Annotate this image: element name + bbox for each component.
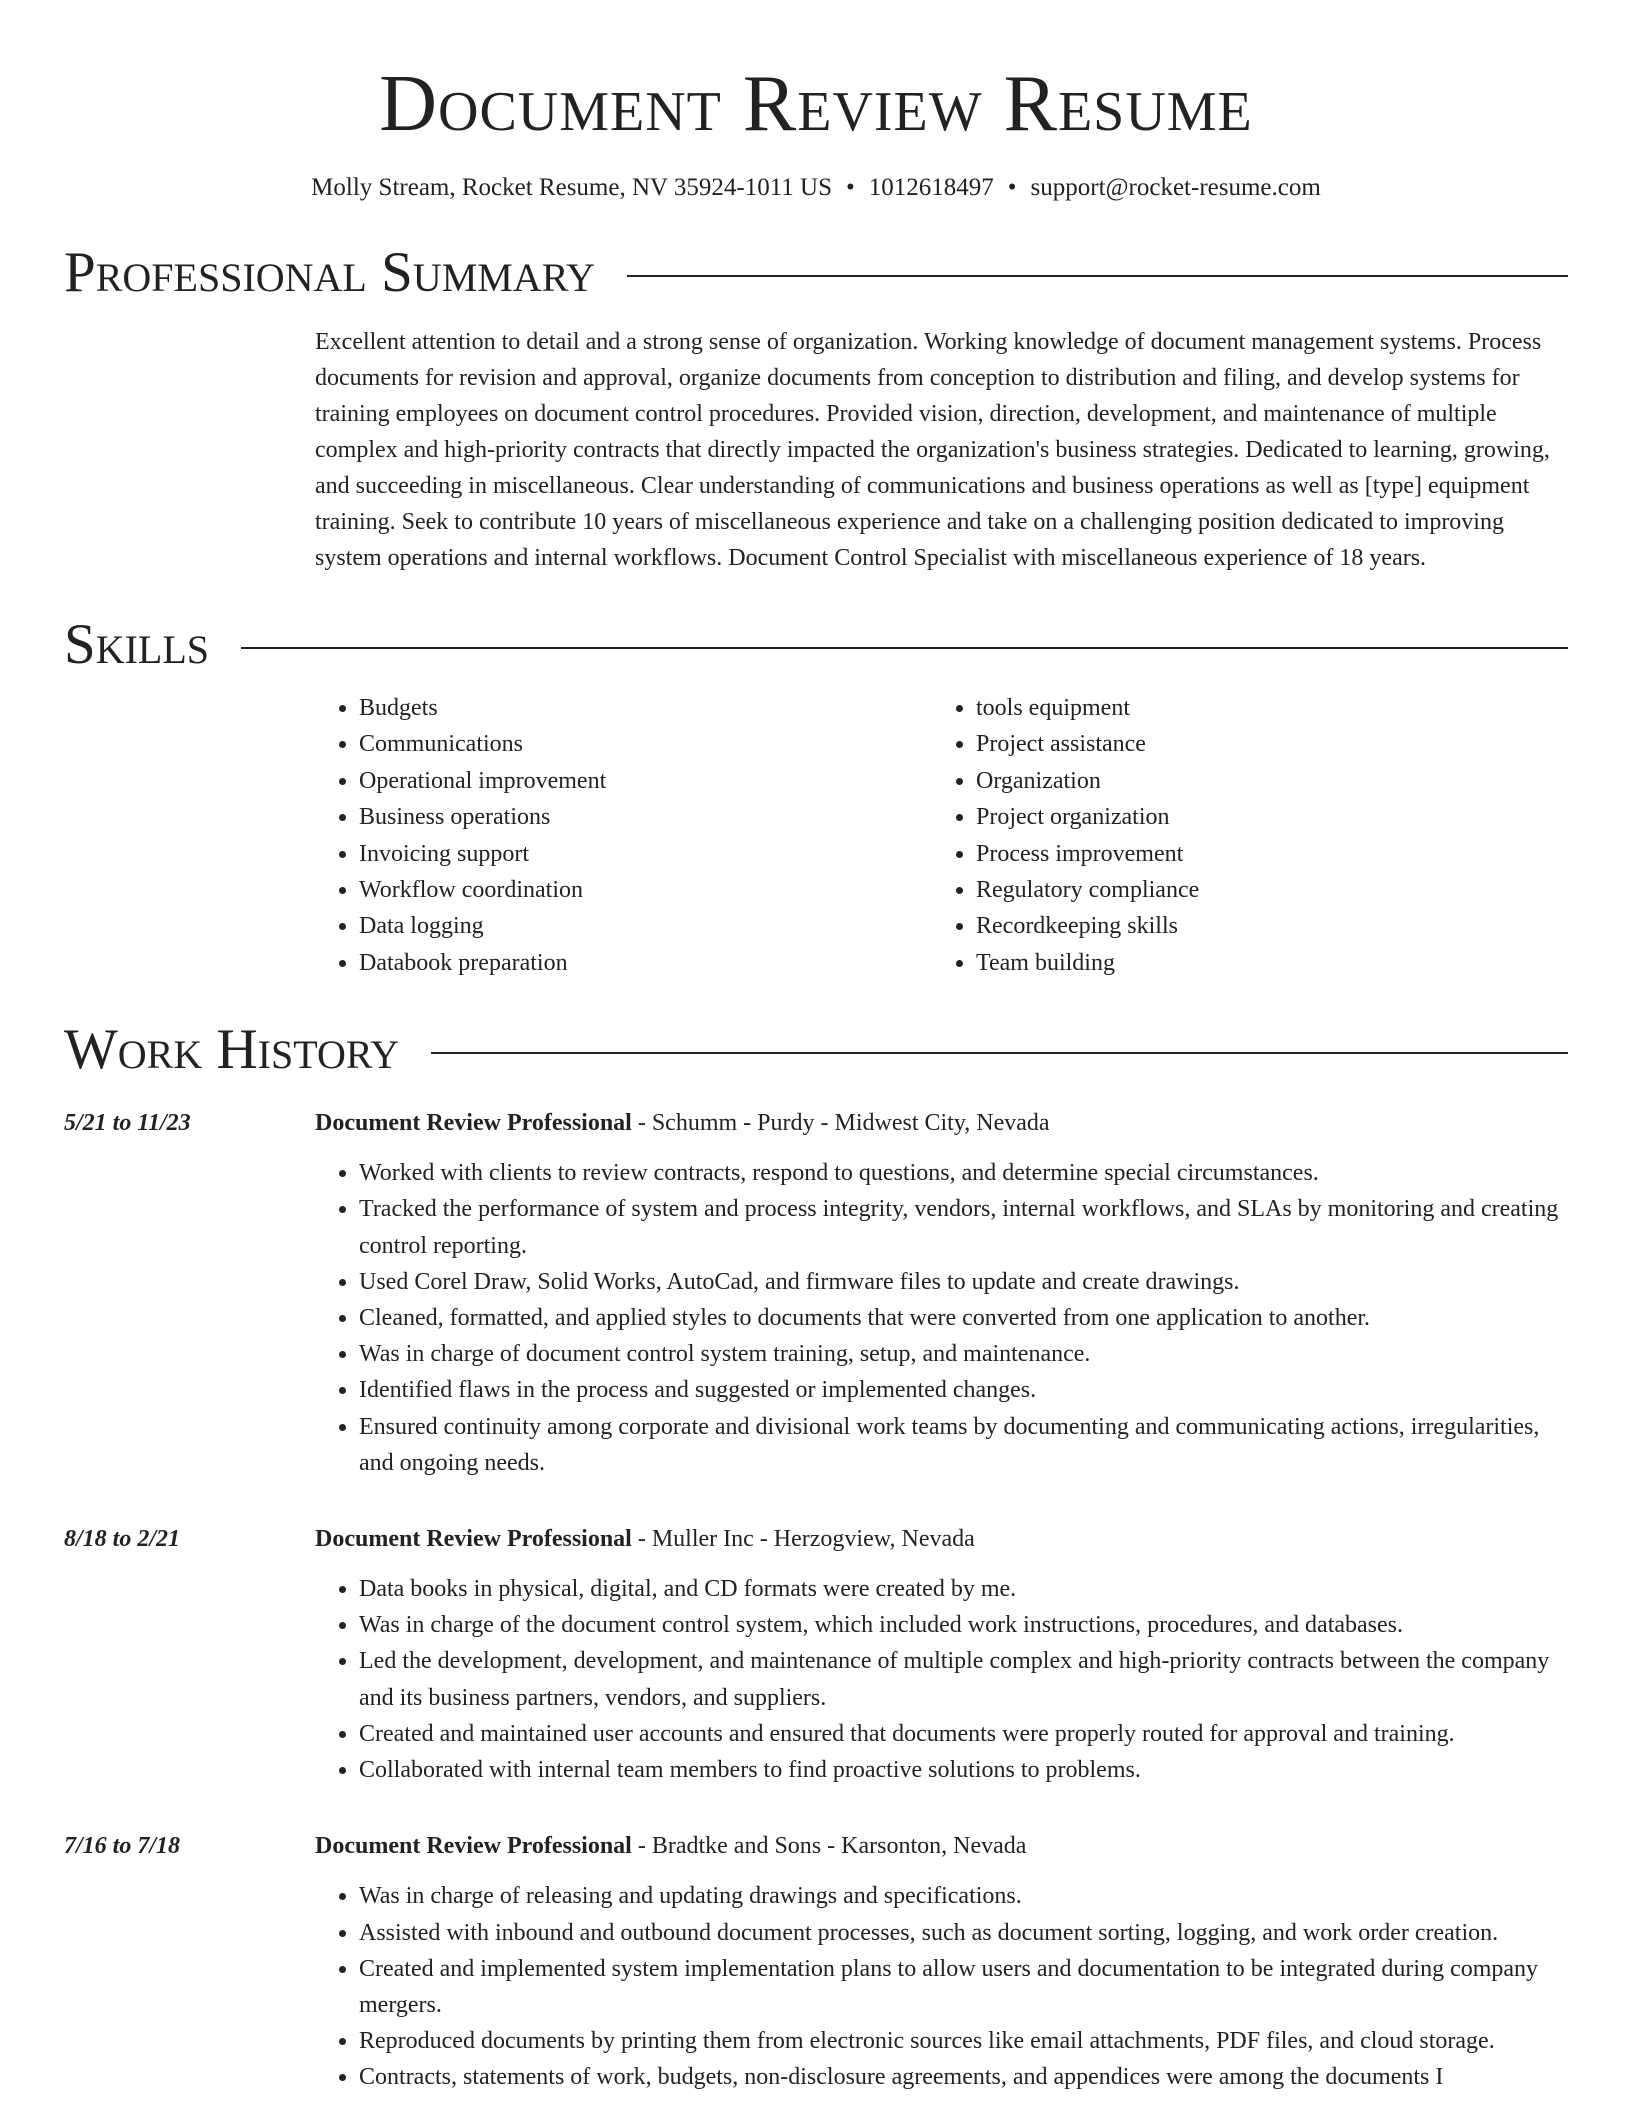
- skills-list: [315, 690, 1568, 981]
- job-title: Document Review Professional: [315, 1110, 632, 1137]
- job-bullet: • Contracts, statements of work, budgets, non-disclosure agreements, and appendices were among the documents I: [359, 2059, 1568, 2095]
- job-bullets: [315, 1155, 1568, 1481]
- work-section-header: [64, 1019, 1568, 1081]
- skill-item: • Project organization: [976, 799, 1199, 835]
- job-bullet: • Was in charge of document control system training, setup, and maintenance.: [359, 1336, 1568, 1372]
- skill-item: • Process improvement: [976, 836, 1199, 872]
- skill-item: • Invoicing support: [359, 836, 932, 872]
- job-heading: [315, 1828, 1568, 1864]
- job-bullet: • Tracked the performance of system and process integrity, vendors, internal workflows, and SLAs by monitoring and creating control reporting.: [359, 1191, 1568, 1263]
- job-dates: 5/21 to 11/23: [64, 1110, 191, 1137]
- job-dates: 8/18 to 2/21: [64, 1526, 181, 1553]
- job-heading: [315, 1105, 1568, 1141]
- skill-item: • Workflow coordination: [359, 872, 932, 908]
- job-bullets: [315, 1878, 1568, 2095]
- job-content: [315, 1521, 1568, 1788]
- job-bullet: • Led the development, development, and maintenance of multiple complex and high-priority contracts between the company and its business partners, vendors, and suppliers.: [359, 1643, 1568, 1715]
- skill-item: • Data logging: [359, 908, 932, 944]
- section-divider: [431, 1052, 1568, 1054]
- section-divider: [241, 647, 1568, 649]
- skill-item: • Project assistance: [976, 726, 1199, 762]
- skill-item: • Operational improvement: [359, 763, 932, 799]
- job-bullets: [315, 1571, 1568, 1788]
- job-content: [315, 1105, 1568, 1481]
- job-bullet: • Created and implemented system implementation plans to allow users and documentation to be integrated during company mergers.: [359, 1951, 1568, 2023]
- job-bullet: • Worked with clients to review contracts, respond to questions, and determine special circumstances.: [359, 1155, 1568, 1191]
- contact-line: [64, 172, 1568, 204]
- skill-item: • Regulatory compliance: [976, 872, 1199, 908]
- skill-item: • Team building: [976, 945, 1199, 981]
- job-dates: 7/16 to 7/18: [64, 1833, 181, 1860]
- skills-heading: Skills: [64, 613, 210, 676]
- job-company: - Schumm - Purdy - Midwest City, Nevada: [631, 1110, 1050, 1137]
- job-title: Document Review Professional: [315, 1526, 632, 1553]
- job-bullet: • Created and maintained user accounts and ensured that documents were properly routed for approval and training.: [359, 1716, 1568, 1752]
- summary-text: Excellent attention to detail and a strong sense of organization. Working knowledge of document management systems. Process documents for revision and approval, organize documents from conception to distribution and filing, and develop systems for training employees on document control procedures. Provided vision, direction, development, and maintenance of multiple complex and high-priority contracts that directly impacted the organization's business strategies. Dedicated to learning, growing, and succeeding in miscellaneous. Clear understanding of communications and business operations as well as [type] equipment training. Seek to contribute 10 years of miscellaneous experience and take on a challenging position dedicated to improving system operations and internal workflows. Document Control Specialist with miscellaneous experience of 18 years.: [315, 329, 1550, 571]
- job-bullet: • Used Corel Draw, Solid Works, AutoCad, and firmware files to update and create drawings.: [359, 1264, 1568, 1300]
- job-bullet: • Was in charge of releasing and updating drawings and specifications.: [359, 1878, 1568, 1914]
- skills-column-right: [932, 690, 1199, 981]
- contact-separator: •: [845, 174, 855, 201]
- job-bullet: • Cleaned, formatted, and applied styles to documents that were converted from one application to another.: [359, 1300, 1568, 1336]
- skills-column-left: [315, 690, 932, 981]
- section-divider: [627, 275, 1568, 277]
- skill-item: • Business operations: [359, 799, 932, 835]
- summary-section-header: [64, 242, 1568, 304]
- job-bullet: • Data books in physical, digital, and CD formats were created by me.: [359, 1571, 1568, 1607]
- contact-phone: 1012618497: [868, 174, 994, 201]
- summary-heading: Professional Summary: [64, 241, 596, 304]
- job-bullet: • Reproduced documents by printing them from electronic sources like email attachments, PDF files, and cloud storage.: [359, 2023, 1568, 2059]
- contact-address: Molly Stream, Rocket Resume, NV 35924-1011 US: [311, 174, 832, 201]
- job-company: - Bradtke and Sons - Karsonton, Nevada: [631, 1833, 1027, 1860]
- job-bullet: • Collaborated with internal team members to find proactive solutions to problems.: [359, 1752, 1568, 1788]
- job-entry: [64, 1521, 1568, 1788]
- skill-item: • Budgets: [359, 690, 932, 726]
- job-bullet: • Was in charge of the document control system, which included work instructions, procedures, and databases.: [359, 1607, 1568, 1643]
- job-bullet: • Ensured continuity among corporate and divisional work teams by documenting and communicating actions, irregularities, and ongoing needs.: [359, 1409, 1568, 1481]
- job-heading: [315, 1521, 1568, 1557]
- job-content: [315, 1828, 1568, 2095]
- job-title: Document Review Professional: [315, 1833, 632, 1860]
- skill-item: • Communications: [359, 726, 932, 762]
- work-heading: Work History: [64, 1018, 400, 1082]
- job-entry: [64, 1828, 1568, 2095]
- contact-email: support@rocket-resume.com: [1030, 174, 1321, 201]
- job-bullet: • Identified flaws in the process and suggested or implemented changes.: [359, 1372, 1568, 1408]
- skill-item: • Organization: [976, 763, 1199, 799]
- skill-item: • tools equipment: [976, 690, 1199, 726]
- job-entry: [64, 1105, 1568, 1481]
- contact-separator: •: [1007, 174, 1017, 201]
- skill-item: • Databook preparation: [359, 945, 932, 981]
- resume-title: Document Review Resume: [379, 60, 1253, 148]
- job-bullet: • Assisted with inbound and outbound document processes, such as document sorting, logging, and work order creation.: [359, 1915, 1568, 1951]
- work-history-list: [64, 1105, 1568, 2095]
- job-company: - Muller Inc - Herzogview, Nevada: [631, 1526, 975, 1553]
- skills-section-header: [64, 614, 1568, 676]
- skill-item: • Recordkeeping skills: [976, 908, 1199, 944]
